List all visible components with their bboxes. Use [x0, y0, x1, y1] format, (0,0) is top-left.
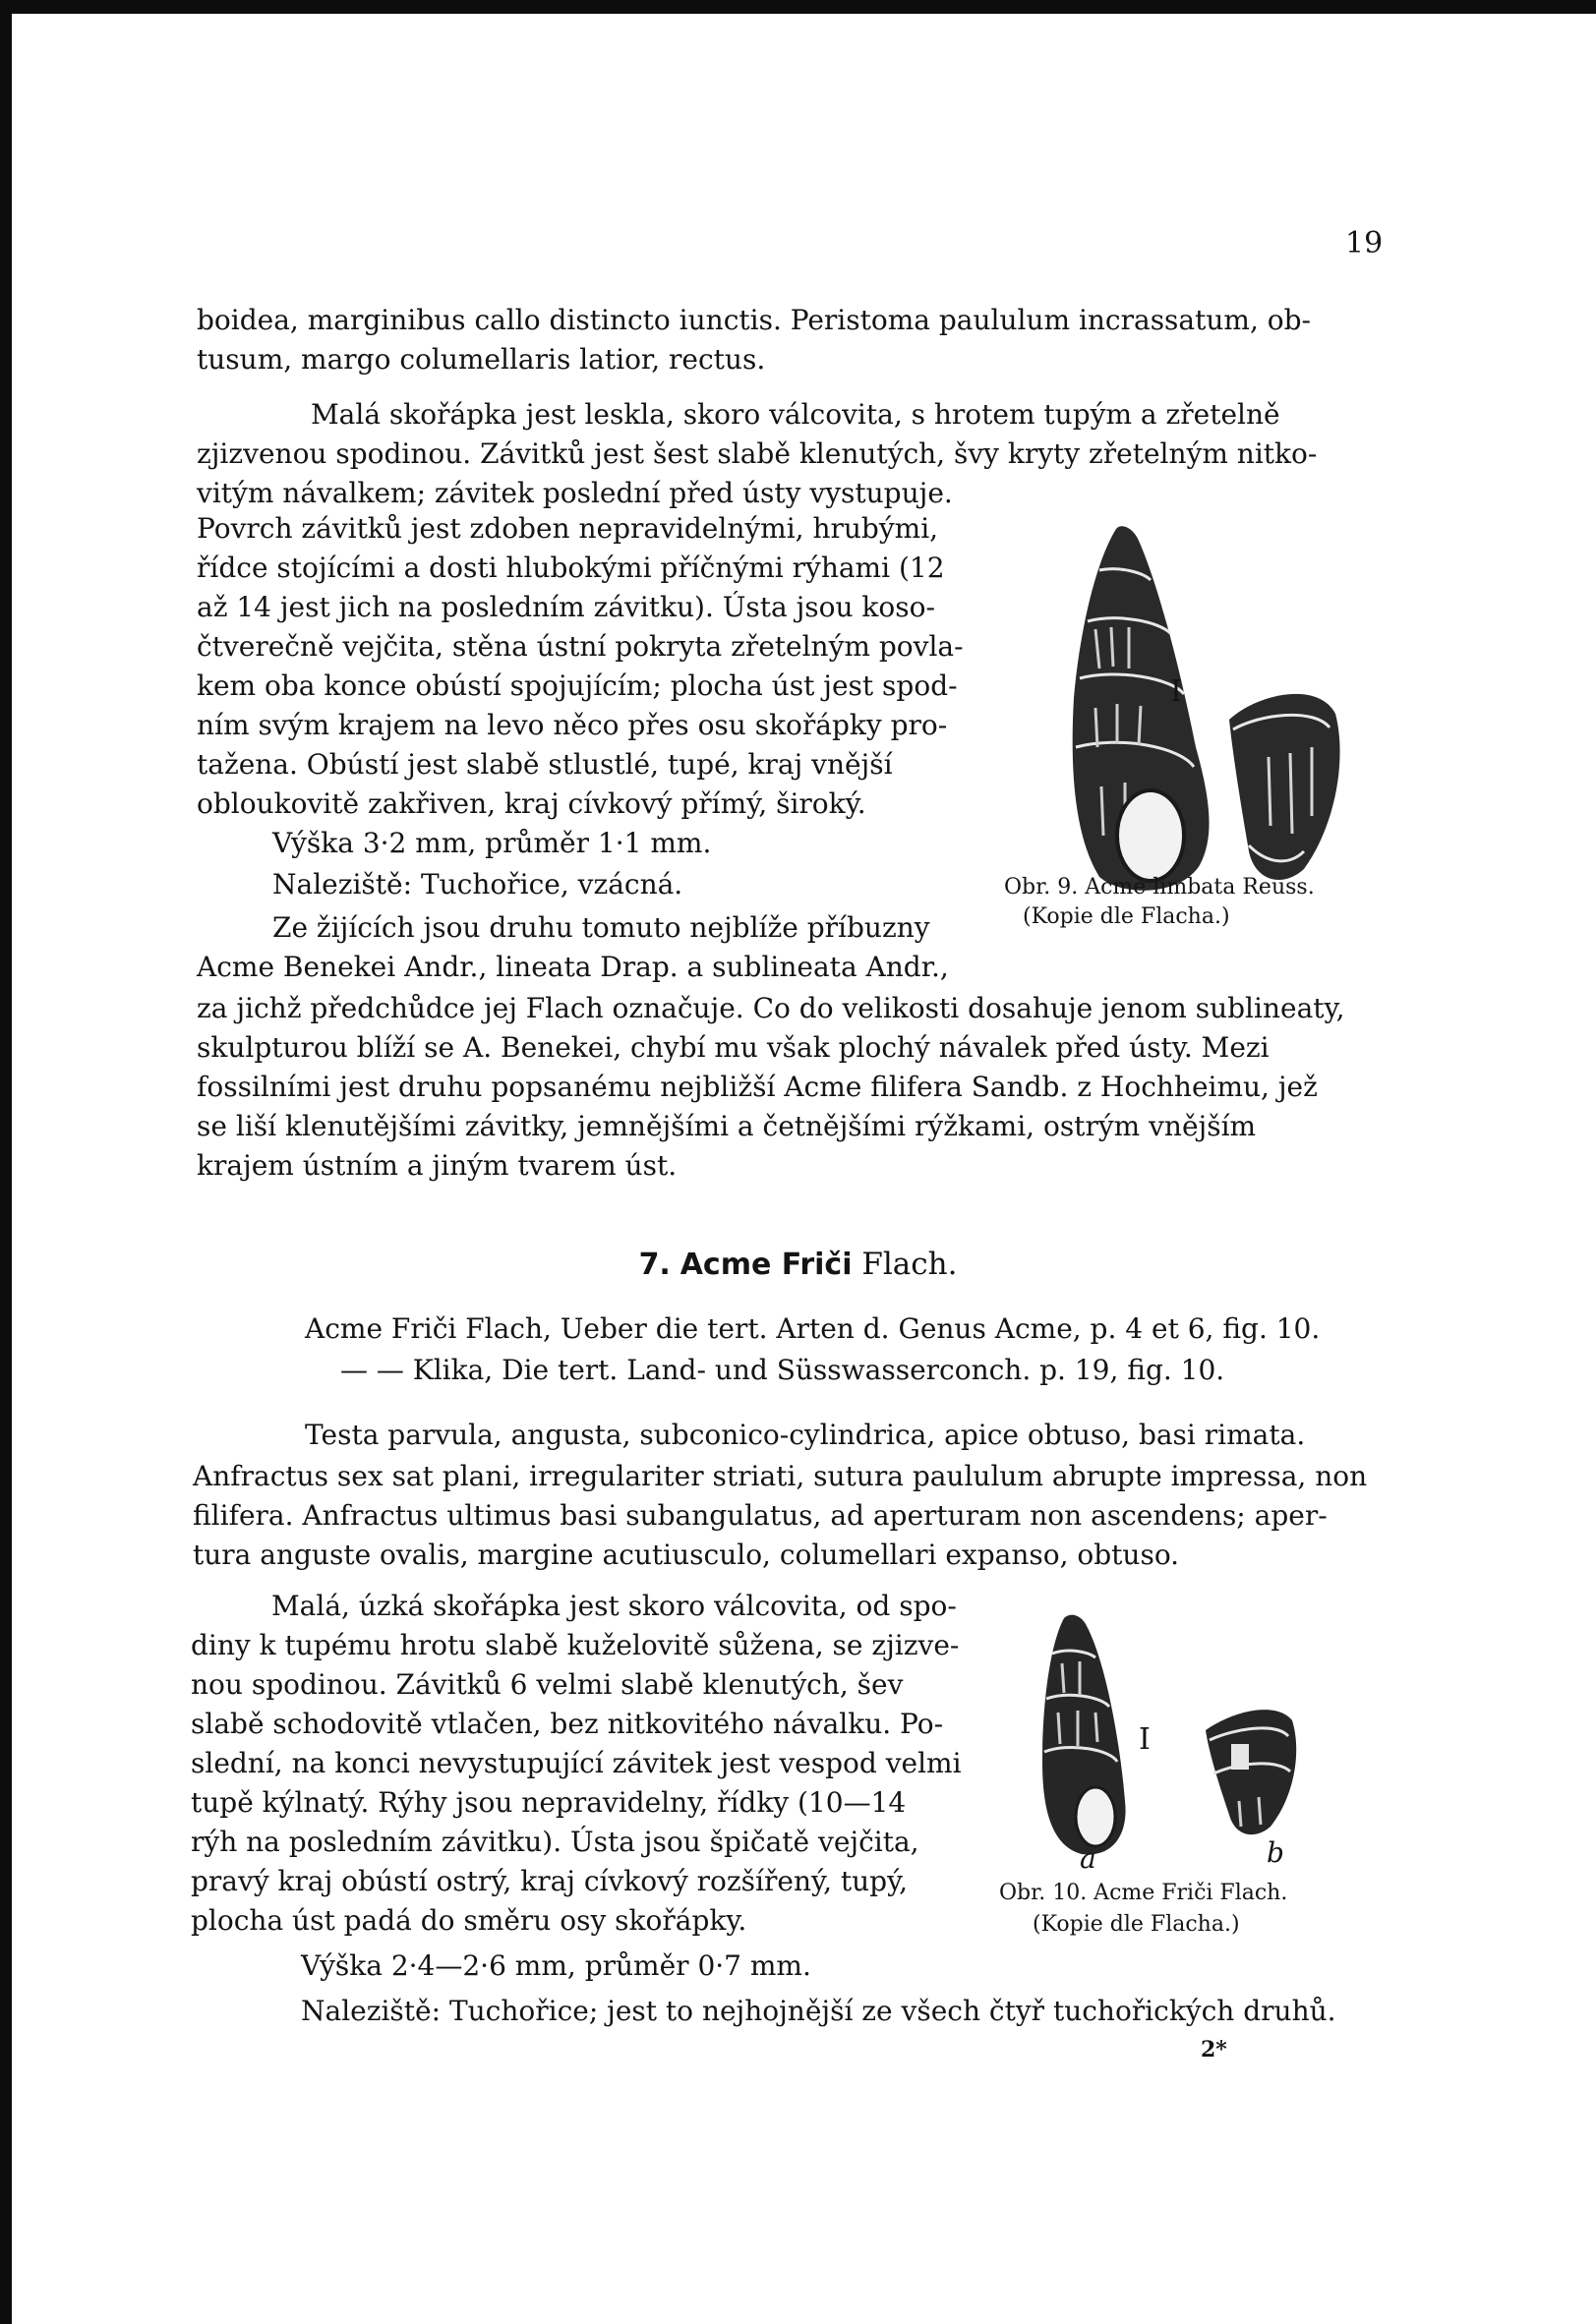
paragraph-line: pravý kraj obústí ostrý, kraj cívkový rozšířený, tupý, [191, 1865, 909, 1897]
figure-9-shell-illustration [1023, 511, 1377, 895]
page-number: 19 [1345, 226, 1384, 261]
figure-10-caption-source: (Kopie dle Flacha.) [1033, 1912, 1240, 1937]
shell-drawing-aperture [1229, 694, 1340, 880]
paragraph-line: ním svým krajem na levo něco přes osu skořápky pro- [197, 709, 948, 741]
paragraph-line: Anfractus sex sat plani, irregulariter striati, sutura paululum abrupte impressa, non [193, 1460, 1368, 1492]
locality-line: Naleziště: Tuchořice, vzácná. [272, 868, 683, 901]
paragraph-line: vitým návalkem; závitek poslední před ústy vystupuje. [197, 477, 953, 509]
paragraph-line: nou spodinou. Závitků 6 velmi slabě klenutých, šev [191, 1668, 904, 1701]
paragraph-line: Ze žijících jsou druhu tomuto nejblíže příbuzny [272, 911, 930, 944]
paragraph-line: Testa parvula, angusta, subconico-cylindrica, apice obtuso, basi rimata. [305, 1419, 1306, 1451]
measurements-line: Výška 2·4—2·6 mm, průměr 0·7 mm. [301, 1949, 811, 1982]
paragraph-line: plocha úst padá do směru osy skořápky. [191, 1904, 747, 1937]
reference-line: Acme Friči Flach, Ueber die tert. Arten d. Genus Acme, p. 4 et 6, fig. 10. [305, 1312, 1321, 1345]
printer-signature-mark: 2* [1201, 2037, 1227, 2063]
shell-drawing-full [1073, 526, 1210, 890]
figure-10-label-a: a [1080, 1842, 1096, 1875]
locality-line: Naleziště: Tuchořice; jest to nejhojnější ze všech čtyř tuchořických druhů. [301, 1995, 1336, 2027]
paragraph-line: rýh na posledním závitku). Ústa jsou špičatě vejčita, [191, 1826, 919, 1858]
paragraph-line: tažena. Obústí jest slabě stlustlé, tupé, kraj vnější [197, 748, 893, 781]
paragraph-line: zjizvenou spodinou. Závitků jest šest slabě klenutých, švy kryty zřetelným nitko- [197, 437, 1318, 470]
figure-10-shell-illustration [1013, 1604, 1337, 1860]
shell-drawing-full [1042, 1615, 1126, 1855]
paragraph-line: řídce stojícími a dosti hlubokými příčnými rýhami (12 [197, 552, 945, 584]
paragraph-line: krajem ústním a jiným tvarem úst. [197, 1149, 678, 1182]
paragraph-line: se liší klenutějšími závitky, jemnějšími a četnějšími rýžkami, ostrým vnějším [197, 1110, 1257, 1142]
paragraph-line: obloukovitě zakřiven, kraj cívkový přímý, široký. [197, 787, 866, 820]
paragraph-line: filifera. Anfractus ultimus basi subangulatus, ad aperturam non ascendens; aper- [193, 1499, 1328, 1532]
figure-10-label-i: I [1139, 1722, 1151, 1757]
figure-10-label-b: b [1267, 1836, 1284, 1869]
paragraph-line: čtverečně vejčita, stěna ústní pokryta zřetelným povla- [197, 630, 964, 663]
section-heading [0, 1247, 1596, 1282]
paragraph-line: fossilními jest druhu popsanému nejbližší Acme filifera Sandb. z Hochheimu, jež [197, 1071, 1318, 1103]
scan-border-left [0, 0, 12, 2324]
paragraph-line: diny k tupému hrotu slabě kuželovitě sůžena, se zjizve- [191, 1629, 960, 1661]
paragraph-line: tusum, margo columellaris latior, rectus. [197, 343, 766, 376]
section-number: 7. [638, 1248, 671, 1282]
reference-line: — — Klika, Die tert. Land- und Süsswasserconch. p. 19, fig. 10. [340, 1354, 1225, 1386]
paragraph-line: boidea, marginibus callo distincto iunctis. Peristoma paululum incrassatum, ob- [197, 304, 1312, 336]
paragraph-line: Acme Benekei Andr., lineata Drap. a sublineata Andr., [197, 951, 949, 983]
figure-9-label-i: I [1170, 674, 1182, 709]
paragraph-line: Povrch závitků jest zdoben nepravidelnými, hrubými, [197, 512, 939, 545]
paragraph-line: tupě kýlnatý. Rýhy jsou nepravidelny, řídky (10—14 [191, 1786, 907, 1819]
paragraph-line: až 14 jest jich na posledním závitku). Ústa jsou koso- [197, 591, 935, 623]
figure-9-caption: Obr. 9. Acme limbata Reuss. [1004, 875, 1315, 900]
measurements-line: Výška 3·2 mm, průměr 1·1 mm. [272, 827, 712, 859]
paragraph-line: tura anguste ovalis, margine acutiusculo, columellari expanso, obtuso. [193, 1539, 1180, 1571]
section-species: Acme Friči [680, 1248, 853, 1282]
figure-9-caption-source: (Kopie dle Flacha.) [1023, 904, 1230, 929]
paragraph-line: skulpturou blíží se A. Benekei, chybí mu však plochý návalek před ústy. Mezi [197, 1031, 1270, 1064]
paragraph-line: slední, na konci nevystupující závitek jest vespod velmi [191, 1747, 962, 1779]
figure-10-caption: Obr. 10. Acme Friči Flach. [999, 1881, 1288, 1905]
paragraph-line: Malá skořápka jest leskla, skoro válcovita, s hrotem tupým a zřetelně [311, 398, 1280, 431]
paragraph-line: za jichž předchůdce jej Flach označuje. Co do velikosti dosahuje jenom sublineaty, [197, 992, 1345, 1024]
scan-border-top [0, 0, 1596, 14]
paragraph-line: kem oba konce obústí spojujícím; plocha úst jest spod- [197, 669, 958, 702]
paragraph-line: Malá, úzká skořápka jest skoro válcovita, od spo- [271, 1590, 957, 1622]
shell-drawing-aperture [1206, 1710, 1296, 1834]
section-author: Flach. [861, 1247, 958, 1282]
paragraph-line: slabě schodovitě vtlačen, bez nitkovitého návalku. Po- [191, 1708, 944, 1740]
